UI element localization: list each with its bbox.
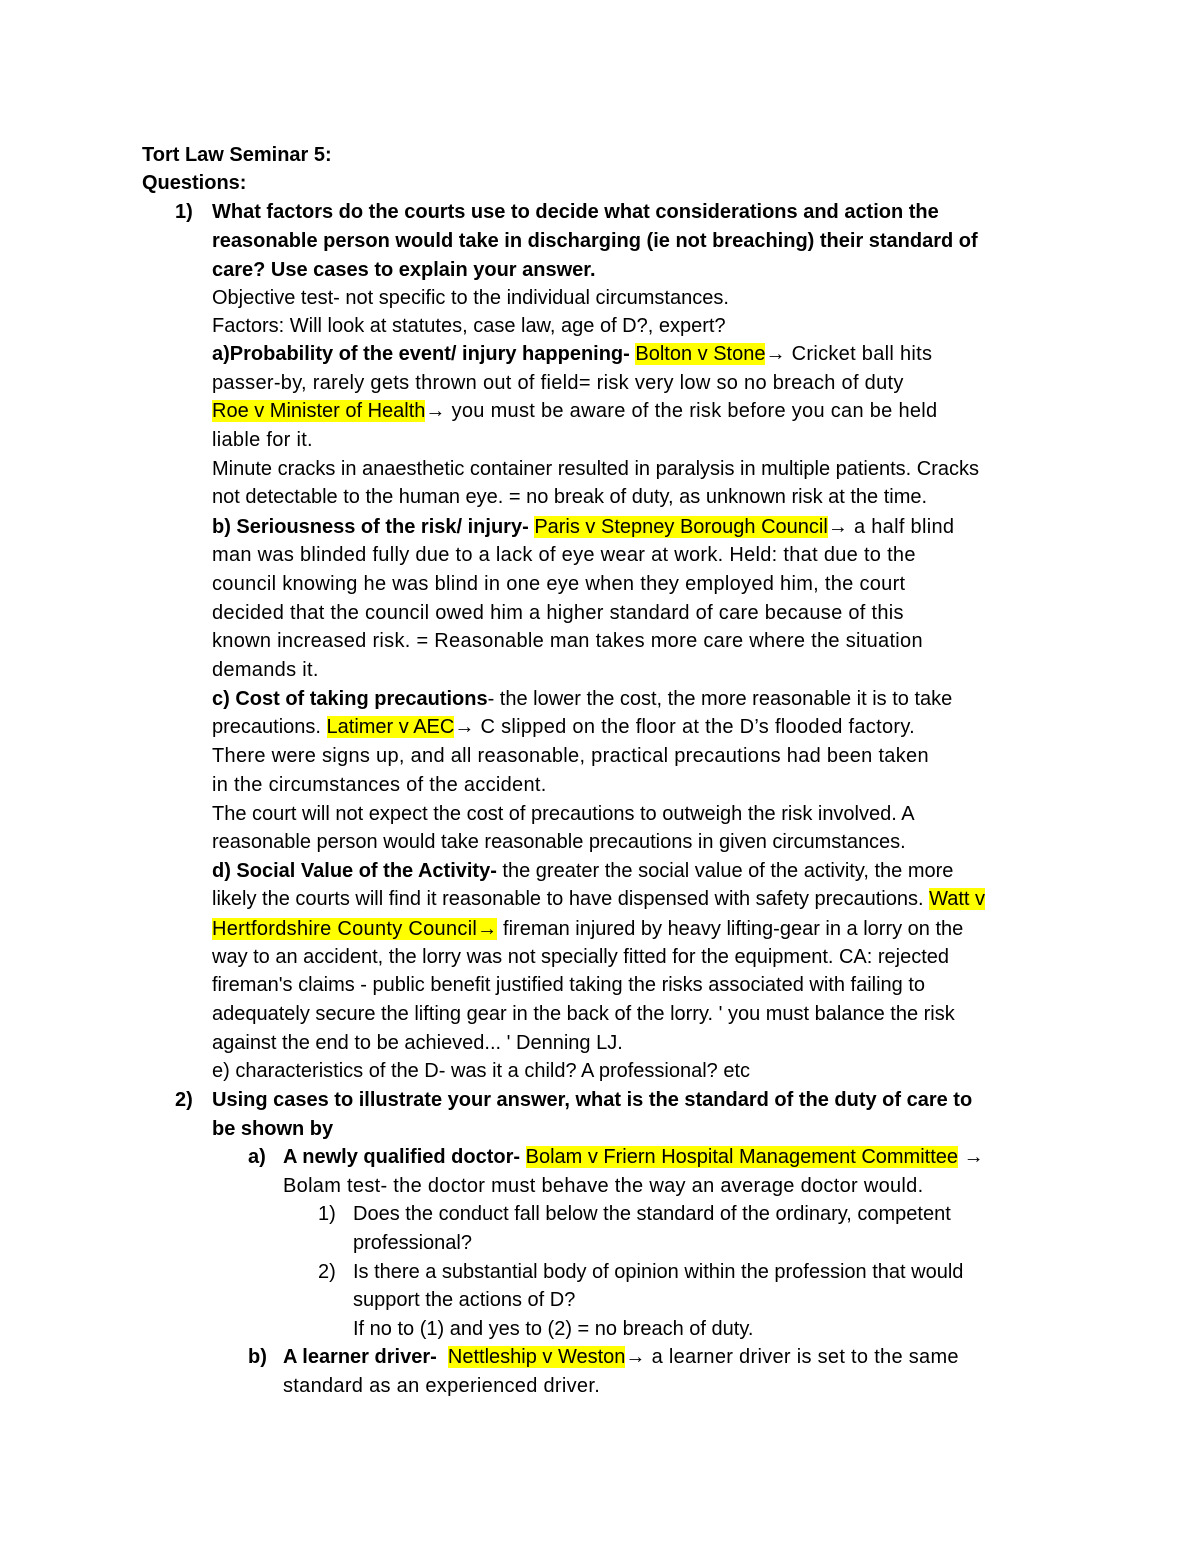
bolam-step-2-text: support the actions of D? [353, 1289, 576, 1311]
question-2-text-line: be shown by [212, 1118, 334, 1140]
factor-e-line: e) characteristics of the D- was it a child? A professional? etc [212, 1060, 751, 1082]
question-2-text-line: Using cases to illustrate your answer, what is the standard of the duty of care to [212, 1089, 973, 1111]
factor-a-case2-line: Roe v Minister of Health→ you must be aware of the risk before you can be held [212, 400, 938, 422]
factor-d-text: likely the courts will find it reasonable to have dispensed with safety precautions. Watt v [212, 888, 985, 910]
factor-b-text: known increased risk. = Reasonable man takes more care where the situation [212, 630, 923, 652]
factor-a-text: not detectable to the human eye. = no break of duty, as unknown risk at the time. [212, 486, 928, 508]
case-latimer-v-aec: Latimer v AEC [326, 716, 455, 738]
factor-d-case-line: Hertfordshire County Council→ fireman injured by heavy lifting-gear in a lorry on the [212, 918, 964, 940]
question-2b-heading: A learner driver- [283, 1346, 437, 1368]
case-bolton-v-stone: Bolton v Stone [635, 343, 766, 365]
factor-d-text: fireman's claims - public benefit justified taking the risks associated with failing to [212, 974, 926, 996]
bolam-step-2-text: Is there a substantial body of opinion within the profession that would [353, 1261, 964, 1283]
question-1-text-line: What factors do the courts use to decide what considerations and action the [212, 201, 939, 223]
case-nettleship-v-weston: Nettleship v Weston [447, 1346, 626, 1368]
factors-note: Factors: Will look at statutes, case law, age of D?, expert? [212, 315, 726, 337]
question-2-number: 2) [175, 1089, 193, 1111]
objective-test-note: Objective test- not specific to the individual circumstances. [212, 287, 729, 309]
case-roe-v-minister-of-health: Roe v Minister of Health [212, 400, 426, 422]
factor-b-text: demands it. [212, 659, 319, 681]
factor-d-text: adequately secure the lifting gear in the back of the lorry. ' you must balance the risk [212, 1003, 955, 1025]
question-2b-line: A learner driver- Nettleship v Weston→ a learner driver is set to the same [283, 1346, 959, 1368]
bolam-conclusion: If no to (1) and yes to (2) = no breach of duty. [353, 1318, 754, 1340]
bolam-step-1-number: 1) [318, 1203, 336, 1225]
factor-d-heading: d) Social Value of the Activity- [212, 860, 497, 882]
factor-d-text: against the end to be achieved... ' Denning LJ. [212, 1032, 623, 1054]
question-1-text-line: reasonable person would take in discharging (ie not breaching) their standard of [212, 230, 978, 252]
factor-c-case-line: precautions. Latimer v AEC→ C slipped on the floor at the D’s flooded factory. [212, 716, 916, 738]
question-2a-heading: A newly qualified doctor- [283, 1146, 521, 1168]
factor-c-line: c) Cost of taking precautions- the lower the cost, the more reasonable it is to take [212, 688, 953, 710]
question-2b-label: b) [248, 1346, 267, 1368]
factor-a-text: liable for it. [212, 429, 313, 451]
factor-c-text: The court will not expect the cost of precautions to outweigh the risk involved. A [212, 803, 915, 825]
bolam-step-1-text: professional? [353, 1232, 472, 1254]
factor-a-line: a)Probability of the event/ injury happening- Bolton v Stone→ Cricket ball hits [212, 343, 933, 365]
question-2a-label: a) [248, 1146, 266, 1168]
factor-a-heading: a)Probability of the event/ injury happening- [212, 343, 630, 365]
case-bolam-v-friern: Bolam v Friern Hospital Management Committee [525, 1146, 959, 1168]
bolam-test-text: Bolam test- the doctor must behave the way an average doctor would. [283, 1175, 924, 1197]
question-2b-text: standard as an experienced driver. [283, 1375, 601, 1397]
factor-b-text: man was blinded fully due to a lack of eye wear at work. Held: that due to the [212, 544, 916, 566]
factor-c-heading: c) Cost of taking precautions [212, 688, 488, 710]
document-title: Tort Law Seminar 5: [142, 144, 332, 166]
case-watt-v-hertfordshire-cont: Hertfordshire County Council→ [212, 918, 498, 940]
factor-c-text: in the circumstances of the accident. [212, 774, 547, 796]
factor-d-line: d) Social Value of the Activity- the greater the social value of the activity, the more [212, 860, 954, 882]
factor-b-text: council knowing he was blind in one eye when they employed him, the court [212, 573, 906, 595]
question-1-number: 1) [175, 201, 193, 223]
bolam-step-2-number: 2) [318, 1261, 336, 1283]
factor-a-text: passer-by, rarely gets thrown out of field= risk very low so no breach of duty [212, 372, 904, 394]
bolam-step-1-text: Does the conduct fall below the standard of the ordinary, competent [353, 1203, 951, 1225]
question-2a-line: A newly qualified doctor- Bolam v Friern Hospital Management Committee → [283, 1146, 984, 1168]
case-watt-v-hertfordshire: Watt v [929, 888, 985, 910]
factor-c-text: reasonable person would take reasonable precautions in given circumstances. [212, 831, 906, 853]
factor-b-heading: b) Seriousness of the risk/ injury- [212, 516, 529, 538]
question-1-text-line: care? Use cases to explain your answer. [212, 259, 596, 281]
case-paris-v-stepney: Paris v Stepney Borough Council [534, 516, 828, 538]
factor-b-line: b) Seriousness of the risk/ injury- Paris v Stepney Borough Council→ a half blind [212, 516, 955, 538]
factor-c-text: There were signs up, and all reasonable, practical precautions had been taken [212, 745, 929, 767]
factor-a-text: Minute cracks in anaesthetic container resulted in paralysis in multiple patients. Cracks [212, 458, 980, 480]
factor-d-text: way to an accident, the lorry was not specially fitted for the equipment. CA: rejected [212, 946, 950, 968]
factor-b-text: decided that the council owed him a higher standard of care because of this [212, 602, 904, 624]
questions-heading: Questions: [142, 172, 247, 194]
